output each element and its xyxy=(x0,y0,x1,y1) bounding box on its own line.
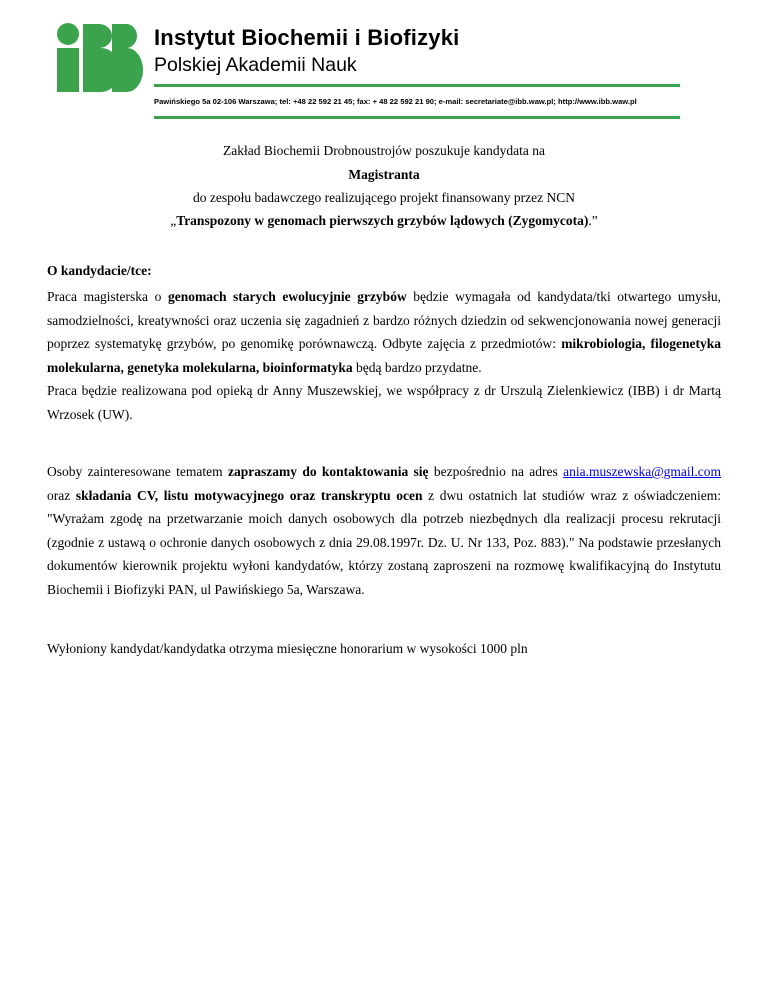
apply-part-3: oraz xyxy=(47,487,76,503)
desc-part-3: będą bardzo przydatne. xyxy=(352,359,482,375)
contact-email-link[interactable]: ania.muszewska@gmail.com xyxy=(563,464,722,479)
apply-invite: zapraszamy do kontaktowania się xyxy=(227,464,429,479)
project-close-quote: .” xyxy=(588,213,598,228)
position-title: Magistranta xyxy=(348,167,420,182)
ibb-logo-icon xyxy=(52,22,144,94)
candidate-heading: O kandydacie/tce: xyxy=(47,263,152,278)
header-divider-top xyxy=(154,84,680,87)
desc-part-1: Praca magisterska o xyxy=(47,289,168,304)
desc-topic: genomach starych ewolucyjnie grzybów xyxy=(167,289,407,304)
apply-documents: składania CV, listu motywacyjnego oraz transkryptu ocen xyxy=(75,487,423,503)
institute-contact-line: Pawińskiego 5a 02-106 Warszawa; tel: +48 22 592 21 45; fax: + 48 22 592 21 90; e-mail: secretariate@ibb.waw.pl; http://www.ibb.waw.pl xyxy=(154,97,637,106)
institute-subtitle: Polskiej Akademii Nauk xyxy=(154,54,357,76)
supervision-text: Praca będzie realizowana pod opieką dr Anny Muszewskiej, we współpracy z dr Urszulą Zielenkiewicz (IBB) i dr Martą Wrzosek (UW). xyxy=(47,383,721,422)
header-divider-bottom xyxy=(154,116,680,119)
compensation-note: Wyłoniony kandydat/kandydatka otrzyma miesięczne honorarium w wysokości 1000 pln xyxy=(47,641,528,656)
announcement-intro: Zakład Biochemii Drobnoustrojów poszukuje kandydata na xyxy=(222,143,546,158)
apply-part-1: Osoby zainteresowane tematem xyxy=(47,464,228,479)
announcement-team: do zespołu badawczego realizującego projekt finansowany przez NCN xyxy=(193,190,575,205)
application-paragraph xyxy=(47,460,721,601)
project-title: Transpozony w genomach pierwszych grzybów lądowych (Zygomycota) xyxy=(176,213,589,228)
project-title-line xyxy=(0,213,768,229)
candidate-description xyxy=(47,285,721,426)
institute-name: Instytut Biochemii i Biofizyki xyxy=(154,25,460,50)
apply-part-4: z dwu ostatnich lat studiów wraz z oświadczeniem: "Wyrażam zgodę na przetwarzanie moich danych osobowych dla potrzeb niezbędnych dla realizacji procesu rekrutacji (zgodnie z ustawą o ochronie danych osobowych z dnia 29.08.1997r. Dz. U. Nr 133, Poz. 883)." Na podstawie przesłanych dokumentów kierownik projektu wyłoni kandydatów, którzy zostaną zaproszeni na rozmowę kwalifikacyjną do Instytutu Biochemii i Biofizyki PAN, ul Pawińskiego 5a, Warszawa. xyxy=(47,487,722,597)
apply-part-2: bezpośrednio na adres xyxy=(428,464,564,479)
project-open-quote: „ xyxy=(170,213,177,228)
desc-part-2: będzie wymagała od kandydata/tki otwartego umysłu, samodzielności, kreatywności oraz uczenia się zagadnień z bardzo różnych dziedzin od sekwencjonowania nowej generacji poprzez systematykę grzybów, po genomikę porównawczą. Odbyte zajęcia z przedmiotów: xyxy=(47,289,722,351)
desc-subjects: mikrobiologia, filogenetyka molekularna, genetyka molekularna, bioinformatyka xyxy=(47,336,721,375)
